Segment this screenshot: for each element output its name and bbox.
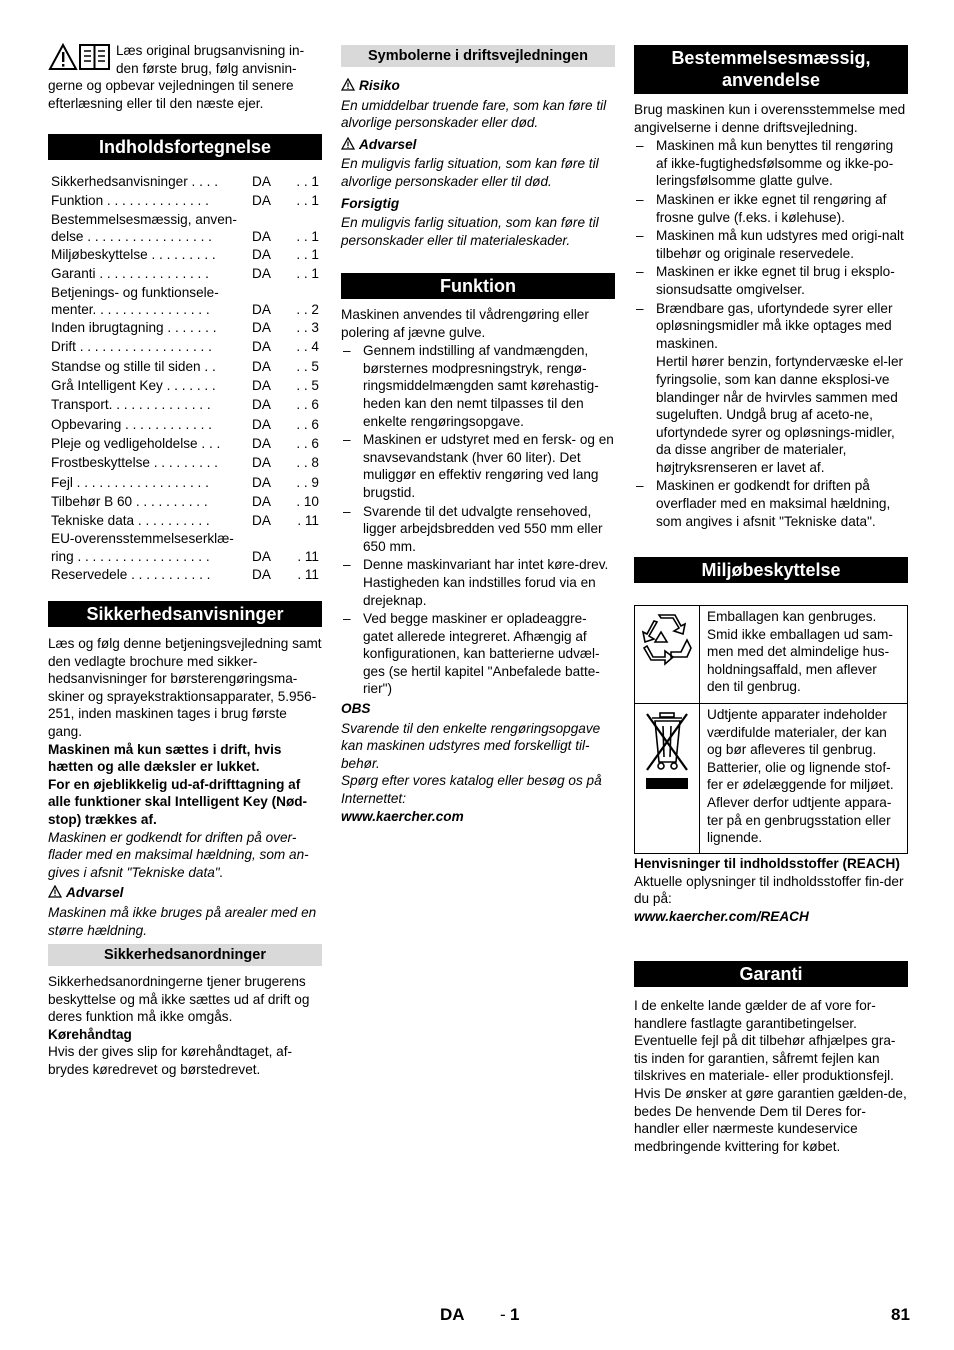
toc-entry-title-line1: EU-overensstemmelseserklæ-	[51, 531, 234, 547]
toc-entry-lang: DA	[252, 566, 271, 582]
toc-entry-page: . . 5	[296, 378, 319, 394]
environment-table	[634, 605, 908, 925]
intended-item-text: Maskinen er godkendt for driften på overflader med en maksimal hældning, som angives i afsnit "Tekniske data".	[656, 478, 891, 529]
obs-url-link[interactable]: www.kaercher.com	[341, 808, 464, 824]
intro-line1: Læs original brugsanvisning in-	[116, 43, 305, 58]
toc-entry[interactable]	[51, 453, 319, 472]
toc-entry[interactable]	[51, 473, 319, 492]
toc-entry-page: . . 8	[296, 455, 319, 471]
intro-line2: den første brug, følg anvisnin-	[116, 60, 297, 76]
packaging-text: Emballagen kan genbruges. Smid ikke emballagen ud sam-men med det almindelige hus-holdningsaffald, men aflever den til genbrug.	[700, 606, 908, 704]
obs-text1: Svarende til den enkelte rengøringsopgave kan maskinen udstyres med forskelligt til-behør.	[341, 720, 601, 771]
toc-entry-title: Standse og stille til siden . .	[51, 358, 216, 374]
toc-entry-lang: DA	[252, 339, 271, 355]
toc-entry[interactable]	[51, 318, 319, 337]
safety-devices-text: Sikkerhedsanordningerne tjener brugerens beskyttelse og må ikke sættes ud af drift og deres funktion må ikke omgås.	[48, 974, 310, 1025]
environment-row-disposal	[635, 704, 908, 854]
toc-entry-page: . . 5	[296, 358, 319, 374]
risk-label-text: Risiko	[359, 78, 400, 93]
toc-entry-lang: DA	[252, 229, 271, 245]
toc-entry[interactable]	[51, 395, 319, 414]
toc-entry-title: Reservedele . . . . . . . . . . .	[51, 566, 211, 582]
toc-entry-title: Fejl . . . . . . . . . . . . . . . . . .	[51, 474, 209, 490]
intended-extra: Hertil hører benzin, fortyndervæske el-ler fyringsolie, som kan danne eksplosi-ve blandinger når de hvirvles sammen med sugeluften. Undgå brug af aceto-ne, ufortyndede syrer og opløsnings-midler, da disse angriber de materialer, højtryksrenseren er lavet af.	[656, 354, 904, 475]
intended-item: – Brændbare gas, ufortyndede syrer eller opløsningsmidler må ikke optages med maskinen.	[636, 300, 893, 351]
function-item: – Gennem indstilling af vandmængden, børsternes modpresningstryk, rengø-ringsmiddelmængden samt kørehastig-heden kan den nemt tilpasses til den enkelte rengøringsopgave.	[343, 343, 599, 429]
toc-entry-title: Opbevaring . . . . . . . . . . . .	[51, 416, 212, 432]
toc-entry-lang: DA	[252, 358, 271, 374]
toc-entry[interactable]	[51, 337, 319, 356]
intended-item-text: Maskinen er ikke egnet til rengøring af frosne gulve (f.eks. i kølehuse).	[656, 191, 887, 225]
toc-entry[interactable]	[51, 284, 319, 319]
toc-entry-title: Pleje og vedligeholdelse . . .	[51, 435, 221, 451]
obs-text2: Spørg efter vores katalog eller besøg os på Internettet:	[341, 773, 602, 807]
function-item-text: Svarende til det udvalgte rensehoved, ligger arbejdsbredden ved 550 mm eller 650 mm.	[363, 503, 603, 554]
safety-p2: Maskinen må kun sættes i drift, hvis hætten og alle dæksler er lukket.	[48, 741, 282, 775]
disposal-text: Udtjente apparater indeholder værdifulde materialer, der kan og bør afleveres til genbrug. Batterier, olie og lignende stof-fer er ødelæggende for miljøet. Aflever derfor udtjente appara-ter på en genbrugsstation eller lignende.	[700, 704, 908, 854]
warranty-heading: Garanti	[634, 961, 908, 987]
toc-entry[interactable]	[51, 565, 319, 584]
page-footer	[0, 1306, 954, 1328]
toc-entry-title: Inden ibrugtagning . . . . . . .	[51, 320, 217, 336]
toc-entry[interactable]	[51, 376, 319, 395]
toc-entry-title: Drift . . . . . . . . . . . . . . . . . .	[51, 339, 212, 355]
toc-entry-lang: DA	[252, 493, 271, 509]
toc-entry-page: . . 1	[296, 193, 319, 209]
intended-item: – Maskinen må kun udstyres med origi-nalt tilbehør og originale reservedele.	[636, 228, 904, 261]
safety-warning-label-text: Advarsel	[66, 885, 124, 901]
toc-entry-page: . 11	[297, 513, 319, 529]
warning-text: En muligvis farlig situation, som kan føre til alvorlige personskader eller til død.	[341, 156, 599, 189]
function-item: – Denne maskinvariant har intet køre-drev. Hastigheden kan indstilles forud via en drejeknap.	[343, 557, 609, 608]
toc-entry-lang: DA	[252, 266, 271, 282]
warning-icon	[48, 885, 62, 898]
warranty-text: I de enkelte lande gælder de af vore for-handlere fastlagte garantibetingelser. Eventuelle fejl på dit tilbehør afhjælpes gra-tis inden for garantien, såfremt fejlen kan tilskrives en materiale- eller produktionsfejl. Hvis De ønsker at gøre garantien gælden-de, bedes De henvende Dem til Deres for-handler eller nærmeste kundeservice medbringende kvittering for købet.	[634, 998, 907, 1154]
toc-entry-page: . . 9	[296, 474, 319, 490]
intended-item: – Maskinen er ikke egnet til rengøring af frosne gulve (f.eks. i kølehuse).	[636, 191, 887, 225]
toc-entry-line2	[51, 548, 319, 565]
toc-entry-title-line1: Betjenings- og funktionsele-	[51, 284, 219, 300]
safety-devices-heading: Sikkerhedsanordninger	[48, 944, 322, 966]
environment-row-packaging	[635, 606, 908, 704]
reach-text: Aktuelle oplysninger til indholdsstoffer fin-der du på:	[634, 873, 904, 907]
toc-entry-page: . . 6	[296, 435, 319, 451]
toc-entry-lang: DA	[252, 513, 271, 529]
crossed-bin-cell	[635, 704, 700, 854]
function-item-text: Maskinen er udstyret med en fersk- og en snavsevandstank (hver 60 liter). Det muliggør en effektiv rengøring ved lang brugstid.	[363, 432, 614, 500]
toc-entry-line2	[51, 228, 319, 245]
function-intro: Maskinen anvendes til vådrengøring eller polering af jævne gulve.	[341, 307, 589, 340]
toc-entry-page: . . 1	[296, 174, 319, 189]
function-item: – Svarende til det udvalgte rensehoved, ligger arbejdsbredden ved 550 mm eller 650 mm.	[343, 503, 603, 554]
toc-entry-page: . 10	[296, 493, 319, 509]
toc-entry-lang: DA	[252, 378, 271, 394]
intended-item: – Maskinen er ikke egnet til brug i eksplo-sionsudsatte omgivelser.	[636, 264, 895, 297]
reach-title: Henvisninger til indholdsstoffer (REACH)	[634, 856, 900, 871]
toc-entry[interactable]	[51, 245, 319, 264]
toc-entry-title: Transport. . . . . . . . . . . . . .	[51, 397, 211, 413]
toc-entry-lang: DA	[252, 174, 271, 189]
toc-entry-title: Funktion . . . . . . . . . . . . . .	[51, 193, 209, 209]
toc-list	[51, 172, 319, 584]
intended-item-text: Maskinen må kun udstyres med origi-nalt tilbehør og originale reservedele.	[656, 228, 904, 261]
function-item-text: Gennem indstilling af vandmængden, børsternes modpresningstryk, rengø-ringsmiddelmængden samt kørehastig-heden kan den nemt tilpasses til den enkelte rengøringsopgave.	[363, 343, 599, 429]
toc-entry-page: . . 4	[296, 339, 319, 355]
toc-entry-title: ring . . . . . . . . . . . . . . . . . .	[51, 548, 210, 564]
caution-text: En muligvis farlig situation, som kan føre til personskader eller til materialeskader.	[341, 215, 599, 248]
safety-devices-content	[48, 973, 322, 1079]
warning-icon	[341, 78, 355, 91]
crossed-bin-icon	[643, 710, 691, 792]
toc-entry[interactable]	[51, 492, 319, 511]
intended-item-text: Maskinen er ikke egnet til brug i eksplo-sionsudsatte omgivelser.	[656, 264, 895, 297]
toc-entry-lang: DA	[252, 474, 271, 490]
intended-item-text: Maskinen må kun benyttes til rengøring af ikke-fugtighedsfølsomme og ikke-po-leringsfølsomme glatte gulve.	[656, 138, 894, 189]
toc-entry-lang: DA	[252, 247, 271, 263]
intended-use-content	[634, 101, 908, 530]
intended-use-heading: Bestemmelsesmæssig, anvendelse	[634, 45, 908, 94]
toc-entry-page: . 11	[297, 548, 319, 564]
toc-entry-line2	[51, 301, 319, 318]
toc-entry-title-line1: Bestemmelsesmæssig, anven-	[51, 211, 237, 227]
recycling-cell	[635, 606, 700, 704]
function-item: – Ved begge maskiner er opladeaggre-gatet allerede integreret. Afhængig af konfigurationen, kan batterierne udvæl-ges (se hertil kapitel "Anbefalede batte-rier")	[343, 611, 600, 697]
toc-entry[interactable]	[51, 415, 319, 434]
toc-entry[interactable]	[51, 264, 319, 283]
toc-entry-page: . . 1	[296, 247, 319, 263]
toc-entry[interactable]	[51, 172, 319, 191]
toc-entry-lang: DA	[252, 416, 271, 432]
function-item-text: Ved begge maskiner er opladeaggre-gatet allerede integreret. Afhængig af konfigurationen, kan batterierne udvæl-ges (se hertil kapitel "Anbefalede batte-rier")	[363, 611, 600, 697]
safety-warning-label	[48, 884, 322, 902]
caution-label: Forsigtig	[341, 195, 400, 211]
footer-section-page: 1	[510, 1305, 520, 1324]
toc-entry[interactable]	[51, 191, 319, 210]
safety-content	[48, 635, 322, 939]
toc-entry-title: menter. . . . . . . . . . . . . . . .	[51, 302, 210, 318]
toc-entry-title: Grå Intelligent Key . . . . . . .	[51, 378, 216, 394]
warning-icon	[341, 137, 355, 150]
toc-entry-lang: DA	[252, 302, 271, 318]
environment-heading: Miljøbeskyttelse	[634, 557, 908, 583]
warning-label-text: Advarsel	[359, 136, 417, 152]
safety-p4: Maskinen er godkendt for driften på over-flader med en maksimal hældning, som an-gives i afsnit "Tekniske data".	[48, 829, 309, 880]
function-heading: Funktion	[341, 273, 615, 299]
toc-entry[interactable]	[51, 434, 319, 453]
toc-entry-lang: DA	[252, 193, 271, 209]
function-item: – Maskinen er udstyret med en fersk- og en snavsevandstank (hver 60 liter). Det muliggør en effektiv rengøring ved lang brugstid.	[343, 432, 614, 500]
risk-text: En umiddelbar truende fare, som kan føre til alvorlige personskader eller død.	[341, 97, 607, 131]
warning-label	[341, 136, 615, 154]
recycling-icon	[641, 612, 693, 666]
page-number: 81	[891, 1305, 910, 1324]
intro-icons	[48, 42, 110, 72]
toc-entry-title: Sikkerhedsanvisninger . . . .	[51, 174, 218, 189]
footer-lang: DA	[440, 1305, 465, 1324]
toc-entry-lang: DA	[252, 548, 271, 564]
handle-title: Kørehåndtag	[48, 1026, 132, 1042]
toc-entry-lang: DA	[252, 455, 271, 471]
reach-url-link[interactable]: www.kaercher.com/REACH	[634, 908, 809, 924]
intro-block	[48, 42, 322, 112]
intended-item: – Maskinen må kun benyttes til rengøring af ikke-fugtighedsfølsomme og ikke-po-leringsfølsomme glatte gulve.	[636, 138, 894, 189]
handle-text: Hvis der gives slip for kørehåndtaget, af-brydes køredrevet og børstedrevet.	[48, 1044, 293, 1077]
obs-label: OBS	[341, 701, 371, 717]
safety-p3: For en øjeblikkelig ud-af-drifttagning af alle funktioner skal Intelligent Key (Nød-stop) trækkes af.	[48, 776, 308, 827]
toc-entry-page: . . 6	[296, 416, 319, 432]
intended-item: – Maskinen er godkendt for driften på overflader med en maksimal hældning, som angives i afsnit "Tekniske data".	[636, 478, 891, 529]
toc-entry-title: Tilbehør B 60 . . . . . . . . . .	[51, 493, 208, 509]
toc-entry-title: delse . . . . . . . . . . . . . . . . .	[51, 229, 212, 245]
toc-entry-page: . . 6	[296, 397, 319, 413]
toc-entry-title: Miljøbeskyttelse . . . . . . . . .	[51, 247, 216, 263]
safety-p1: Læs og følg denne betjeningsvejledning samt den vedlagte brochure med sikker-hedsanvisninger for børsterengøringsma-skiner og sprayekstraktionsapparater, 5.956-251, inden maskinen tages i brug første gang.	[48, 636, 322, 739]
function-item-text: Denne maskinvariant har intet køre-drev. Hastigheden kan indstilles forud via en drejeknap.	[363, 557, 609, 608]
warranty-content	[634, 997, 908, 1155]
symbols-heading: Symbolerne i driftsvejledningen	[341, 45, 615, 67]
toc-entry-page: . . 2	[296, 302, 319, 318]
toc-entry-title: Frostbeskyttelse . . . . . . . . .	[51, 455, 218, 471]
function-content	[341, 306, 615, 825]
toc-entry-page: . 11	[297, 566, 319, 582]
toc-entry-title: Garanti . . . . . . . . . . . . . . .	[51, 266, 209, 282]
toc-entry[interactable]	[51, 211, 319, 246]
toc-entry-page: . . 3	[296, 320, 319, 336]
manual-book-icon	[79, 42, 110, 72]
toc-entry[interactable]	[51, 530, 319, 565]
toc-entry[interactable]	[51, 357, 319, 376]
toc-entry-page: . . 1	[296, 229, 319, 245]
safety-heading: Sikkerhedsanvisninger	[48, 601, 322, 627]
symbols-content	[341, 77, 615, 249]
toc-entry-lang: DA	[252, 435, 271, 451]
toc-entry-lang: DA	[252, 397, 271, 413]
risk-label	[341, 77, 615, 95]
safety-warning-text: Maskinen må ikke bruges på arealer med en større hældning.	[48, 904, 317, 938]
intended-item-text: Brændbare gas, ufortyndede syrer eller opløsningsmidler må ikke optages med maskinen.	[656, 300, 893, 351]
intended-intro: Brug maskinen kun i overensstemmelse med angivelserne i denne driftsvejledning.	[634, 102, 906, 135]
toc-heading: Indholdsfortegnelse	[48, 134, 322, 160]
toc-entry-title: Tekniske data . . . . . . . . . .	[51, 513, 210, 529]
footer-separator: -	[500, 1305, 506, 1324]
toc-entry[interactable]	[51, 511, 319, 530]
toc-entry-page: . . 1	[296, 266, 319, 282]
toc-entry-lang: DA	[252, 320, 271, 336]
intro-rest: gerne og opbevar vejledningen til senere efterlæsning eller til den næste ejer.	[48, 78, 294, 111]
